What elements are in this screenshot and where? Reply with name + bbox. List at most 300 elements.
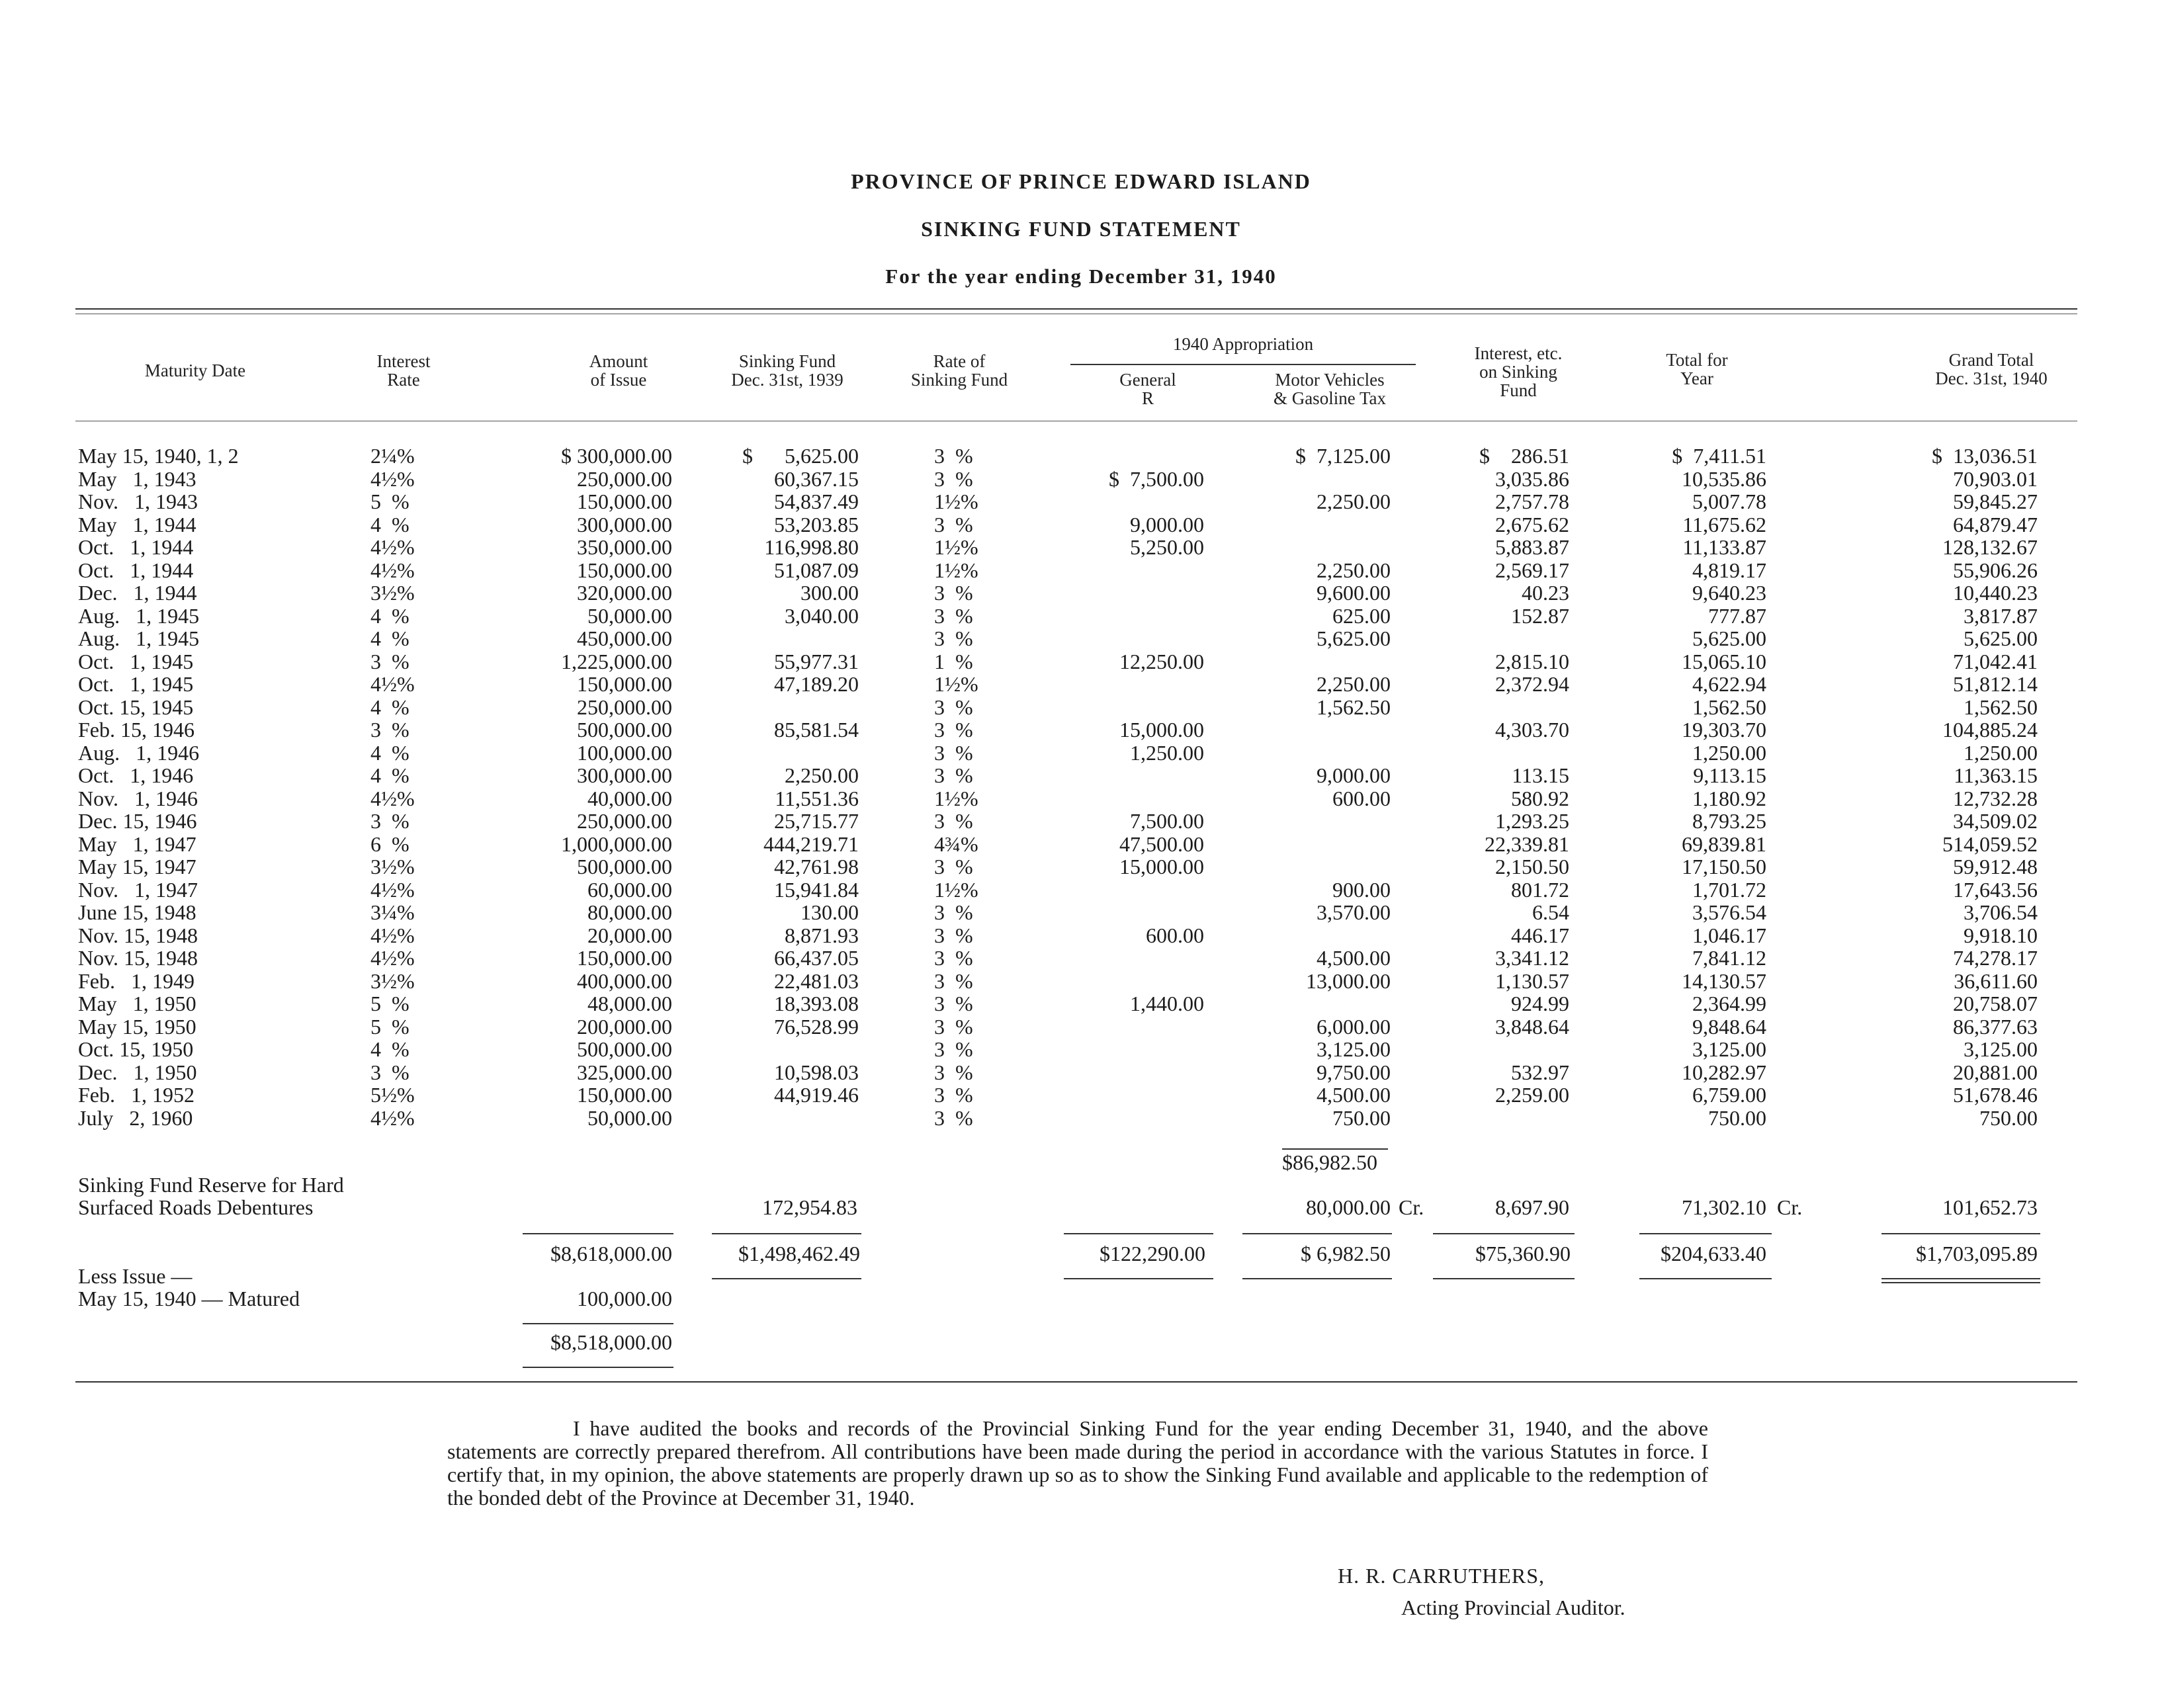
cell-sinking-fund-1939: 22,481.03 [774,968,859,993]
table-row [0,1038,2162,1061]
cell-maturity-date: Oct. 15, 1945 [78,695,194,719]
audit-certification: I have audited the books and records of the Provincial Sinking Fund for the year ending December 31, 1940, and the above statements are correctly prepared therefrom. All contributions have been made during the period in accordance with the various Statutes in force. I certify that, in my opinion, the above statements are properly drawn up so as to show the Sinking Fund available and applicable to the redemption of the bonded debt of the Province at December 31, 1940. [447,1416,1708,1510]
table-row [0,650,2162,673]
cell-amount-of-issue: 300,000.00 [577,512,672,536]
header-rate-of-sinking-fund: Rate of Sinking Fund [910,351,1008,390]
cell-interest-rate: 3 % [370,718,410,742]
cell-motor-vehicles: 2,250.00 [1317,558,1391,582]
cell-interest-rate: 4 % [370,763,410,787]
table-row [0,490,2162,513]
totals-underline-general [1064,1278,1213,1279]
cell-maturity-date: Dec. 15, 1946 [78,809,197,833]
cell-interest-rate: 4 % [370,512,410,536]
cell-general: 1,440.00 [1130,992,1204,1015]
cell-rate-of-sinking-fund: 3 % [934,1014,973,1039]
cell-grand-total: 1,562.50 [1964,695,2038,719]
cell-sinking-fund-1939: 85,581.54 [774,718,859,742]
cell-amount-of-issue: 1,000,000.00 [561,832,672,856]
totals-underline-motor [1242,1278,1392,1279]
cell-amount-of-issue: 150,000.00 [577,490,672,513]
cell-grand-total: 70,903.01 [1953,466,2038,491]
header-total-for-year: Total for Year [1666,350,1728,388]
reserve-grand-total: 101,652.73 [1942,1195,2038,1219]
cell-maturity-date: Dec. 1, 1944 [78,581,197,605]
less-amount: 100,000.00 [577,1287,672,1310]
table-row [0,559,2162,582]
cell-amount-of-issue: 320,000.00 [577,581,672,605]
cell-total-for-year: 11,133.87 [1682,535,1766,559]
reserve-motor-cr: Cr. [1399,1195,1424,1219]
table-row [0,718,2162,742]
cell-interest-rate: 4 % [370,695,410,719]
cell-total-for-year: 3,576.54 [1692,900,1766,924]
cell-amount-of-issue: 250,000.00 [577,695,672,719]
cell-maturity-date: Nov. 1, 1946 [78,786,198,810]
cell-grand-total: 36,611.60 [1954,968,2038,993]
table-row [0,810,2162,833]
cell-sinking-fund-1939: 116,998.80 [764,535,859,559]
cell-rate-of-sinking-fund: 3 % [934,855,973,878]
cell-sinking-fund-1939: 10,598.03 [774,1060,859,1084]
cell-rate-of-sinking-fund: 3 % [934,581,973,605]
cell-total-for-year: 9,848.64 [1692,1014,1766,1039]
cell-general: 7,500.00 [1130,809,1204,833]
table-row [0,673,2162,696]
cell-maturity-date: Oct. 1, 1946 [78,763,194,787]
cell-grand-total: 9,918.10 [1964,923,2038,947]
cell-maturity-date: June 15, 1948 [78,900,196,924]
cell-interest: 152.87 [1511,603,1569,628]
cell-rate-of-sinking-fund: 1½% [934,535,978,559]
cell-grand-total: 750.00 [1979,1105,2038,1130]
totals-rule-motor [1242,1233,1392,1234]
cell-amount-of-issue: 48,000.00 [587,992,672,1015]
total-sinking-fund: $1,498,462.49 [738,1242,860,1265]
document-period: For the year ending December 31, 1940 [885,265,1277,288]
cell-grand-total: 5,625.00 [1964,626,2038,650]
cell-grand-total: 71,042.41 [1953,649,2038,673]
cell-rate-of-sinking-fund: 3 % [934,466,973,491]
cell-total-for-year: 750.00 [1708,1105,1766,1130]
cell-amount-of-issue: 50,000.00 [587,603,672,628]
cell-maturity-date: July 2, 1960 [78,1105,193,1130]
cell-interest-rate: 4½% [370,466,415,491]
cell-amount-of-issue: 50,000.00 [587,1105,672,1130]
cell-total-for-year: 10,535.86 [1682,466,1766,491]
cell-interest-rate: 6 % [370,832,410,856]
header-general: General R [1119,370,1176,408]
cell-total-for-year: 4,622.94 [1692,672,1766,696]
cell-sinking-fund-1939: 54,837.49 [774,490,859,513]
cell-interest: 1,130.57 [1495,968,1569,993]
table-row [0,605,2162,628]
cell-interest: 22,339.81 [1485,832,1569,856]
header-sinking-fund-1939: Sinking Fund Dec. 31st, 1939 [731,351,843,390]
cell-interest-rate: 3 % [370,649,410,673]
table-row [0,878,2162,902]
cell-interest-rate: 2¼% [370,444,415,468]
cell-interest: 3,341.12 [1495,946,1569,970]
total-motor: $ 6,982.50 [1301,1242,1391,1265]
cell-rate-of-sinking-fund: 3 % [934,626,973,650]
header-maturity-date: Maturity Date [144,361,246,380]
cell-total-for-year: 3,125.00 [1692,1037,1766,1061]
cell-rate-of-sinking-fund: 1½% [934,877,978,902]
cell-interest-rate: 5 % [370,490,410,513]
cell-rate-of-sinking-fund: 3 % [934,603,973,628]
cell-maturity-date: Aug. 1, 1946 [78,740,200,765]
cell-amount-of-issue: 150,000.00 [577,672,672,696]
cell-rate-of-sinking-fund: 1½% [934,558,978,582]
cell-amount-of-issue: 500,000.00 [577,1037,672,1061]
cell-rate-of-sinking-fund: 3 % [934,968,973,993]
cell-grand-total: 104,885.24 [1942,718,2038,742]
less-rule [523,1323,673,1324]
cell-interest-rate: 4½% [370,672,415,696]
table-row [0,445,2162,468]
cell-rate-of-sinking-fund: 3 % [934,900,973,924]
cell-amount-of-issue: 300,000.00 [577,763,672,787]
cell-motor-vehicles: $ 7,125.00 [1295,444,1391,468]
reserve-sinking-fund: 172,954.83 [762,1195,857,1219]
cell-maturity-date: Oct. 1, 1945 [78,649,194,673]
cell-general: 15,000.00 [1119,718,1204,742]
cell-grand-total: 34,509.02 [1953,809,2038,833]
cell-general: $ 7,500.00 [1109,466,1204,491]
cell-maturity-date: Nov. 15, 1948 [78,946,198,970]
bottom-rule [75,1381,2077,1383]
cell-maturity-date: Feb. 15, 1946 [78,718,195,742]
cell-sinking-fund-1939: 2,250.00 [785,763,859,787]
cell-total-for-year: $ 7,411.51 [1672,444,1766,468]
totals-rule-grand [1881,1233,2040,1234]
cell-maturity-date: Dec. 1, 1950 [78,1060,197,1084]
header-grand-total: Grand Total Dec. 31st, 1940 [1935,350,2048,388]
cell-rate-of-sinking-fund: 3 % [934,1060,973,1084]
net-underline [523,1367,673,1368]
totals-rule-amount [523,1233,673,1234]
cell-interest-rate: 3½% [370,581,415,605]
reserve-motor: 80,000.00 [1306,1195,1391,1219]
cell-grand-total: 51,812.14 [1953,672,2038,696]
totals-rule-general [1064,1233,1213,1234]
cell-interest-rate: 4½% [370,558,415,582]
cell-interest-rate: 4 % [370,603,410,628]
cell-total-for-year: 6,759.00 [1692,1083,1766,1107]
cell-maturity-date: May 15, 1947 [78,855,196,878]
cell-motor-vehicles: 4,500.00 [1317,946,1391,970]
sinking-fund-table [0,445,2162,1129]
cell-interest-rate: 3 % [370,809,410,833]
cell-rate-of-sinking-fund: 3 % [934,763,973,787]
cell-maturity-date: May 1, 1947 [78,832,196,856]
cell-maturity-date: Oct. 1, 1944 [78,535,194,559]
table-row [0,924,2162,947]
signature-name: H. R. CARRUTHERS, [1338,1564,1545,1588]
cell-interest: 2,675.62 [1495,512,1569,536]
reserve-label-line1: Sinking Fund Reserve for Hard [78,1173,344,1197]
reserve-total-year: 71,302.10 [1682,1195,1766,1219]
cell-maturity-date: Nov. 1, 1943 [78,490,198,513]
cell-interest-rate: 4 % [370,740,410,765]
reserve-total-cr: Cr. [1777,1195,1803,1219]
cell-grand-total: 3,125.00 [1964,1037,2038,1061]
cell-interest: 3,848.64 [1495,1014,1569,1039]
table-row [0,947,2162,970]
cell-total-for-year: 11,675.62 [1682,512,1766,536]
cell-amount-of-issue: 200,000.00 [577,1014,672,1039]
cell-amount-of-issue: 150,000.00 [577,558,672,582]
cell-maturity-date: Oct. 1, 1945 [78,672,194,696]
cell-total-for-year: 19,303.70 [1682,718,1766,742]
cell-interest-rate: 4½% [370,1105,415,1130]
total-interest: $75,360.90 [1475,1242,1571,1265]
cell-maturity-date: May 15, 1950 [78,1014,196,1039]
signature-title: Acting Provincial Auditor. [1401,1596,1625,1619]
cell-grand-total: 3,706.54 [1964,900,2038,924]
cell-amount-of-issue: 1,225,000.00 [561,649,672,673]
cell-rate-of-sinking-fund: 3 % [934,444,973,468]
cell-motor-vehicles: 3,570.00 [1317,900,1391,924]
cell-maturity-date: Oct. 15, 1950 [78,1037,194,1061]
cell-motor-vehicles: 9,000.00 [1317,763,1391,787]
cell-rate-of-sinking-fund: 3 % [934,512,973,536]
cell-interest-rate: 3 % [370,1060,410,1084]
cell-amount-of-issue: 500,000.00 [577,855,672,878]
cell-grand-total: 59,845.27 [1953,490,2038,513]
cell-motor-vehicles: 13,000.00 [1306,968,1391,993]
table-row [0,742,2162,765]
cell-grand-total: 1,250.00 [1964,740,2038,765]
cell-grand-total: 20,758.07 [1953,992,2038,1015]
cell-amount-of-issue: 150,000.00 [577,1083,672,1107]
cell-amount-of-issue: 80,000.00 [587,900,672,924]
header-amount-of-issue: Amount of Issue [589,351,648,390]
cell-interest-rate: 4½% [370,946,415,970]
cell-interest: 3,035.86 [1495,466,1569,491]
cell-general: 600.00 [1146,923,1204,947]
cell-maturity-date: May 1, 1943 [78,466,196,491]
cell-amount-of-issue: 250,000.00 [577,809,672,833]
cell-motor-vehicles: 5,625.00 [1317,626,1391,650]
cell-sinking-fund-1939: 76,528.99 [774,1014,859,1039]
document-title: PROVINCE OF PRINCE EDWARD ISLAND [851,169,1311,193]
less-label-line2: May 15, 1940 — Matured [78,1287,300,1310]
cell-grand-total: 20,881.00 [1953,1060,2038,1084]
cell-amount-of-issue: 100,000.00 [577,740,672,765]
appropriation-underline [1070,364,1416,365]
cell-interest-rate: 4½% [370,535,415,559]
total-grand-total: $1,703,095.89 [1916,1242,2038,1265]
table-row [0,855,2162,878]
cell-rate-of-sinking-fund: 3 % [934,992,973,1015]
cell-motor-vehicles: 750.00 [1332,1105,1391,1130]
cell-rate-of-sinking-fund: 3 % [934,946,973,970]
cell-total-for-year: 2,364.99 [1692,992,1766,1015]
cell-interest-rate: 4½% [370,786,415,810]
cell-maturity-date: Nov. 1, 1947 [78,877,198,902]
cell-interest-rate: 3½% [370,968,415,993]
cell-total-for-year: 1,250.00 [1692,740,1766,765]
cell-general: 5,250.00 [1130,535,1204,559]
cell-interest-rate: 3½% [370,855,415,878]
table-row [0,833,2162,856]
cell-sinking-fund-1939: 60,367.15 [774,466,859,491]
net-amount: $8,518,000.00 [550,1330,672,1354]
cell-amount-of-issue: 325,000.00 [577,1060,672,1084]
cell-interest-rate: 4 % [370,626,410,650]
table-row [0,1061,2162,1084]
cell-total-for-year: 1,562.50 [1692,695,1766,719]
cell-sinking-fund-1939: 15,941.84 [774,877,859,902]
reserve-interest: 8,697.90 [1495,1195,1569,1219]
cell-amount-of-issue: 20,000.00 [587,923,672,947]
cell-motor-vehicles: 600.00 [1332,786,1391,810]
document-subtitle: SINKING FUND STATEMENT [921,217,1241,241]
cell-total-for-year: 14,130.57 [1682,968,1766,993]
cell-rate-of-sinking-fund: 1½% [934,672,978,696]
table-row [0,970,2162,993]
cell-rate-of-sinking-fund: 3 % [934,718,973,742]
cell-sinking-fund-1939: 444,219.71 [763,832,859,856]
table-row [0,468,2162,491]
cell-rate-of-sinking-fund: 3 % [934,923,973,947]
header-1940-appropriation: 1940 Appropriation [1172,334,1314,354]
cell-sinking-fund-1939: 130.00 [800,900,859,924]
cell-grand-total: 55,906.26 [1953,558,2038,582]
cell-grand-total: 86,377.63 [1953,1014,2038,1039]
cell-grand-total: 3,817.87 [1964,603,2038,628]
cell-maturity-date: May 15, 1940, 1, 2 [78,444,239,468]
cell-rate-of-sinking-fund: 3 % [934,740,973,765]
cell-interest: 2,815.10 [1495,649,1569,673]
less-label-line1: Less Issue — [78,1264,193,1288]
cell-amount-of-issue: 150,000.00 [577,946,672,970]
cell-interest: 580.92 [1511,786,1569,810]
cell-interest-rate: 4 % [370,1037,410,1061]
cell-interest-rate: 5 % [370,992,410,1015]
cell-total-for-year: 5,625.00 [1692,626,1766,650]
cell-total-for-year: 5,007.78 [1692,490,1766,513]
cell-rate-of-sinking-fund: 4¾% [934,832,978,856]
totals-underline-interest [1433,1278,1575,1279]
cell-motor-vehicles: 900.00 [1332,877,1391,902]
cell-interest: 40.23 [1522,581,1569,605]
cell-sinking-fund-1939: 25,715.77 [774,809,859,833]
cell-sinking-fund-1939: 53,203.85 [774,512,859,536]
cell-total-for-year: 9,113.15 [1693,763,1766,787]
cell-sinking-fund-1939: 44,919.46 [774,1083,859,1107]
cell-interest: 532.97 [1511,1060,1569,1084]
cell-maturity-date: May 1, 1944 [78,512,196,536]
cell-grand-total: 12,732.28 [1953,786,2038,810]
cell-total-for-year: 1,046.17 [1692,923,1766,947]
cell-general: 1,250.00 [1130,740,1204,765]
cell-total-for-year: 9,640.23 [1692,581,1766,605]
cell-sinking-fund-1939: 42,761.98 [774,855,859,878]
cell-sinking-fund-1939: 3,040.00 [785,603,859,628]
cell-interest-rate: 5½% [370,1083,415,1107]
cell-general: 12,250.00 [1119,649,1204,673]
cell-interest: 2,757.78 [1495,490,1569,513]
cell-rate-of-sinking-fund: 3 % [934,1083,973,1107]
cell-sinking-fund-1939: 300.00 [800,581,859,605]
cell-maturity-date: Aug. 1, 1945 [78,626,200,650]
table-row [0,536,2162,559]
cell-total-for-year: 1,701.72 [1692,877,1766,902]
total-general: $122,290.00 [1100,1242,1205,1265]
table-row [0,627,2162,650]
cell-total-for-year: 15,065.10 [1682,649,1766,673]
cell-sinking-fund-1939: 18,393.08 [774,992,859,1015]
cell-maturity-date: May 1, 1950 [78,992,196,1015]
cell-motor-vehicles: 6,000.00 [1317,1014,1391,1039]
cell-interest: 5,883.87 [1495,535,1569,559]
motor-subtotal-rule [1282,1148,1388,1150]
reserve-label-line2: Surfaced Roads Debentures [78,1195,314,1219]
table-row [0,513,2162,536]
cell-interest: 113.15 [1512,763,1569,787]
cell-amount-of-issue: 40,000.00 [587,786,672,810]
cell-rate-of-sinking-fund: 3 % [934,809,973,833]
cell-interest: 2,150.50 [1495,855,1569,878]
totals-underline-sinking [712,1278,861,1279]
cell-grand-total: 64,879.47 [1953,512,2038,536]
cell-motor-vehicles: 2,250.00 [1317,490,1391,513]
cell-amount-of-issue: 400,000.00 [577,968,672,993]
cell-total-for-year: 10,282.97 [1682,1060,1766,1084]
cell-total-for-year: 17,150.50 [1682,855,1766,878]
cell-motor-vehicles: 1,562.50 [1317,695,1391,719]
cell-rate-of-sinking-fund: 3 % [934,1105,973,1130]
header-interest-rate: Interest Rate [376,351,431,390]
totals-underline-grand-2 [1881,1282,2040,1283]
cell-motor-vehicles: 9,750.00 [1317,1060,1391,1084]
cell-total-for-year: 8,793.25 [1692,809,1766,833]
cell-grand-total: 514,059.52 [1942,832,2038,856]
table-row [0,764,2162,787]
cell-rate-of-sinking-fund: 3 % [934,695,973,719]
cell-sinking-fund-1939: $ 5,625.00 [742,444,859,468]
cell-total-for-year: 4,819.17 [1692,558,1766,582]
cell-grand-total: 51,678.46 [1953,1083,2038,1107]
cell-interest: 801.72 [1511,877,1569,902]
cell-sinking-fund-1939: 66,437.05 [774,946,859,970]
cell-grand-total: 128,132.67 [1942,535,2038,559]
cell-interest: 2,372.94 [1495,672,1569,696]
cell-motor-vehicles: 4,500.00 [1317,1083,1391,1107]
cell-general: 47,500.00 [1119,832,1204,856]
cell-interest: 2,569.17 [1495,558,1569,582]
totals-rule-sinking [712,1233,861,1234]
totals-underline-grand [1881,1278,2040,1279]
cell-interest-rate: 4½% [370,877,415,902]
cell-maturity-date: Aug. 1, 1945 [78,603,200,628]
cell-rate-of-sinking-fund: 3 % [934,1037,973,1061]
header-interest-on-sinking-fund: Interest, etc. on Sinking Fund [1474,343,1563,400]
totals-underline-total-year [1639,1278,1772,1279]
cell-amount-of-issue: 500,000.00 [577,718,672,742]
total-amount: $8,618,000.00 [550,1242,672,1265]
cell-interest-rate: 5 % [370,1014,410,1039]
cell-sinking-fund-1939: 8,871.93 [785,923,859,947]
cell-sinking-fund-1939: 55,977.31 [774,649,859,673]
cell-interest: 924.99 [1511,992,1569,1015]
cell-interest-rate: 3¼% [370,900,415,924]
cell-grand-total: $ 13,036.51 [1932,444,2038,468]
totals-rule-interest [1433,1233,1575,1234]
table-row [0,992,2162,1015]
